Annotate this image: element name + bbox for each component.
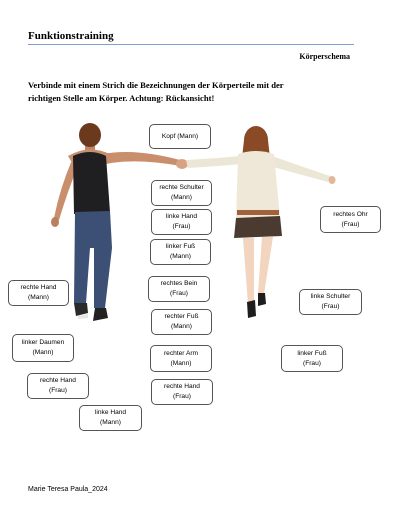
label-text: linke Schulter <box>310 293 351 300</box>
label-text: (Frau) <box>321 303 340 310</box>
instruction-line-1: Verbinde mit einem Strich die Bezeichnungen der Körperteile mit der <box>28 80 284 90</box>
label-text: (Mann) <box>170 359 192 367</box>
label-rechte-hand-frau[interactable] <box>151 379 213 405</box>
label-text: (Mann) <box>100 419 121 426</box>
label-text: linke Hand <box>94 409 127 416</box>
label-rechte-hand-mann[interactable] <box>8 280 69 306</box>
label-rechte-hand-frau-2[interactable] <box>27 373 89 399</box>
label-text: (Frau) <box>170 290 188 297</box>
label-text: (Frau) <box>173 393 191 400</box>
label-text: rechter Fuß <box>164 313 199 320</box>
label-rechtes-ohr-frau[interactable] <box>320 206 381 233</box>
label-rechter-fuss-mann[interactable] <box>151 309 212 335</box>
label-text: rechte Hand <box>20 284 57 291</box>
label-text: rechte Hand <box>164 383 200 390</box>
label-text: (Frau) <box>303 359 321 367</box>
label-text: rechtes Ohr <box>333 210 368 218</box>
label-text: (Mann) <box>32 349 54 356</box>
label-text: (Mann) <box>171 323 192 330</box>
label-linker-daumen-mann[interactable] <box>12 334 74 362</box>
label-linker-fuss-mann[interactable] <box>150 239 211 265</box>
label-rechter-arm-mann[interactable] <box>150 345 212 372</box>
page-subtitle: Körperschema <box>299 52 350 61</box>
footer-author: Marie Teresa Paula_2024 <box>28 486 108 493</box>
label-text: (Frau) <box>172 223 191 230</box>
label-text: rechte Hand <box>40 377 76 384</box>
title-divider <box>28 44 354 45</box>
page-title: Funktionstraining <box>28 30 114 42</box>
label-text: linker Fuß <box>297 349 327 357</box>
label-text: linker Fuß <box>165 243 196 250</box>
label-rechtes-bein-frau[interactable] <box>148 276 210 302</box>
label-text: rechter Arm <box>163 349 199 357</box>
label-text: (Mann) <box>170 253 191 260</box>
instruction-text <box>28 79 328 104</box>
label-text: linke Hand <box>165 213 198 220</box>
label-text: rechtes Bein <box>160 280 198 287</box>
label-text: (Frau) <box>341 220 360 228</box>
label-kopf-mann[interactable] <box>149 124 211 149</box>
label-linke-schulter-frau[interactable] <box>299 289 362 315</box>
label-linke-hand-frau[interactable] <box>151 209 212 235</box>
label-text: linker Daumen <box>21 339 65 346</box>
label-text: (Mann) <box>171 194 192 201</box>
instruction-line-2: richtigen Stelle am Körper. Achtung: Rückansicht! <box>28 92 215 103</box>
label-rechte-schulter-mann[interactable] <box>151 180 212 206</box>
label-text: Kopf (Mann) <box>161 132 199 140</box>
label-text: (Mann) <box>28 294 49 301</box>
label-text: rechte Schulter <box>159 184 204 191</box>
label-text: (Frau) <box>49 387 67 394</box>
label-linker-fuss-frau[interactable] <box>281 345 343 372</box>
label-linke-hand-mann[interactable] <box>79 405 142 431</box>
